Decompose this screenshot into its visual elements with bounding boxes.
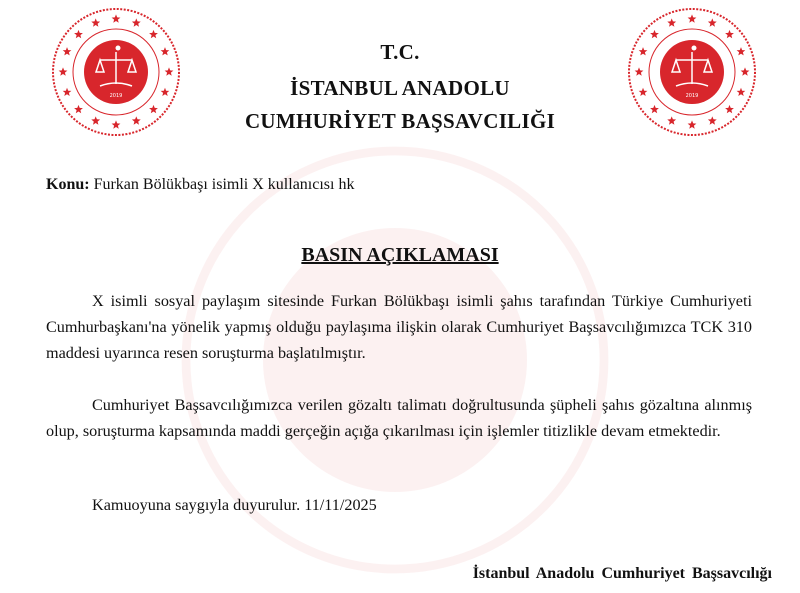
header-office-city: İSTANBUL ANADOLU (290, 76, 510, 100)
paragraph-1: X isimli sosyal paylaşım sitesinde Furkan Bölükbaşı isimli şahıs tarafından Türkiye Cumhuriyeti Cumhurbaşkanı'na yönelik yapmış olduğu paylaşıma ilişkin olarak Cumhuriyet Başsavcılığımızca TCK 310 maddesi uyarınca resen soruşturma başlatılmıştır. (46, 292, 752, 362)
paragraph-3: Kamuoyuna saygıyla duyurulur. 11/11/2025 (92, 496, 377, 514)
svg-text:2019: 2019 (109, 93, 123, 99)
paragraph-2: Cumhuriyet Başsavcılığımızca verilen gözaltı talimatı doğrultusunda şüpheli şahıs gözaltına alınmış olup, soruşturma kapsamında maddi gerçeğin açığa çıkarılması için işlemler titizlikle devam etmektedir. (46, 396, 752, 440)
header-office-name: CUMHURİYET BAŞSAVCILIĞI (244, 109, 556, 133)
signature: İstanbul Anadolu Cumhuriyet Başsavcılığı (472, 565, 772, 582)
subject-line (46, 176, 354, 194)
subject-text: Furkan Bölükbaşı isimli X kullanıcısı hk (93, 176, 355, 193)
header-tc: T.C. (380, 40, 420, 64)
svg-text:2019: 2019 (685, 93, 699, 99)
document-heading: BASIN AÇIKLAMASI (301, 244, 499, 266)
subject-label: Konu: (46, 176, 90, 193)
